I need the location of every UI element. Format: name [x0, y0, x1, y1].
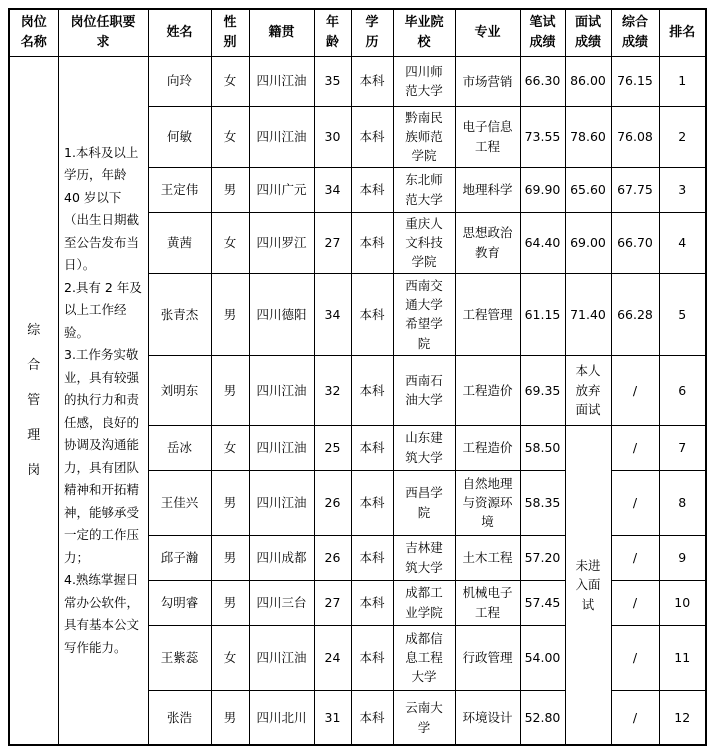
school-cell: 成都工业学院 [393, 580, 455, 625]
gender-cell: 男 [211, 355, 249, 425]
education-cell: 本科 [351, 425, 393, 470]
header-written-score: 笔试成绩 [520, 9, 565, 56]
written-score-cell: 57.45 [520, 580, 565, 625]
rank-cell: 12 [659, 690, 706, 745]
education-cell: 本科 [351, 580, 393, 625]
major-cell: 自然地理与资源环境 [455, 470, 520, 535]
name-cell: 王定伟 [148, 167, 211, 212]
rank-cell: 4 [659, 212, 706, 273]
requirements-cell [58, 56, 148, 745]
native-place-cell: 四川江油 [249, 470, 314, 535]
header-age: 年龄 [314, 9, 351, 56]
native-place-cell: 四川成都 [249, 535, 314, 580]
gender-cell: 男 [211, 167, 249, 212]
school-cell: 四川师范大学 [393, 56, 455, 106]
interview-score-cell: 78.60 [565, 106, 611, 167]
rank-cell: 6 [659, 355, 706, 425]
name-cell: 张浩 [148, 690, 211, 745]
header-name: 姓名 [148, 9, 211, 56]
rank-cell: 3 [659, 167, 706, 212]
header-native-place: 籍贯 [249, 9, 314, 56]
name-cell: 黄茜 [148, 212, 211, 273]
overall-score-cell: / [611, 535, 659, 580]
overall-score-cell: 76.15 [611, 56, 659, 106]
education-cell: 本科 [351, 167, 393, 212]
gender-cell: 女 [211, 106, 249, 167]
age-cell: 35 [314, 56, 351, 106]
written-score-cell: 69.35 [520, 355, 565, 425]
written-score-cell: 58.50 [520, 425, 565, 470]
native-place-cell: 四川江油 [249, 425, 314, 470]
native-place-cell: 四川德阳 [249, 273, 314, 355]
major-cell: 机械电子工程 [455, 580, 520, 625]
school-cell: 西昌学院 [393, 470, 455, 535]
age-cell: 26 [314, 470, 351, 535]
education-cell: 本科 [351, 535, 393, 580]
name-cell: 王佳兴 [148, 470, 211, 535]
major-cell: 电子信息工程 [455, 106, 520, 167]
gender-cell: 女 [211, 425, 249, 470]
major-cell: 地理科学 [455, 167, 520, 212]
native-place-cell: 四川江油 [249, 355, 314, 425]
gender-cell: 男 [211, 580, 249, 625]
header-interview-score: 面试成绩 [565, 9, 611, 56]
header-major: 专业 [455, 9, 520, 56]
major-cell: 工程管理 [455, 273, 520, 355]
overall-score-cell: / [611, 690, 659, 745]
header-row [9, 9, 706, 56]
interview-score-cell: 71.40 [565, 273, 611, 355]
written-score-cell: 58.35 [520, 470, 565, 535]
education-cell: 本科 [351, 690, 393, 745]
gender-cell: 男 [211, 690, 249, 745]
native-place-cell: 四川江油 [249, 625, 314, 690]
school-cell: 重庆人文科技学院 [393, 212, 455, 273]
age-cell: 27 [314, 212, 351, 273]
gender-cell: 女 [211, 625, 249, 690]
gender-cell: 男 [211, 273, 249, 355]
header-overall-score: 综合成绩 [611, 9, 659, 56]
interview-score-cell: 65.60 [565, 167, 611, 212]
header-rank: 排名 [659, 9, 706, 56]
education-cell: 本科 [351, 106, 393, 167]
education-cell: 本科 [351, 470, 393, 535]
rank-cell: 7 [659, 425, 706, 470]
interview-merged-note-cell: 未进入面试 [565, 425, 611, 745]
written-score-cell: 64.40 [520, 212, 565, 273]
education-cell: 本科 [351, 56, 393, 106]
rank-cell: 1 [659, 56, 706, 106]
overall-score-cell: 76.08 [611, 106, 659, 167]
school-cell: 山东建筑大学 [393, 425, 455, 470]
header-gender: 性别 [211, 9, 249, 56]
major-cell: 土木工程 [455, 535, 520, 580]
header-school: 毕业院校 [393, 9, 455, 56]
age-cell: 26 [314, 535, 351, 580]
written-score-cell: 61.15 [520, 273, 565, 355]
rank-cell: 10 [659, 580, 706, 625]
school-cell: 西南石油大学 [393, 355, 455, 425]
name-cell: 何敏 [148, 106, 211, 167]
education-cell: 本科 [351, 212, 393, 273]
overall-score-cell: / [611, 425, 659, 470]
overall-score-cell: / [611, 580, 659, 625]
native-place-cell: 四川江油 [249, 106, 314, 167]
school-cell: 吉林建筑大学 [393, 535, 455, 580]
native-place-cell: 四川三台 [249, 580, 314, 625]
written-score-cell: 73.55 [520, 106, 565, 167]
header-position: 岗位名称 [9, 9, 58, 56]
header-education: 学历 [351, 9, 393, 56]
gender-cell: 男 [211, 470, 249, 535]
name-cell: 向玲 [148, 56, 211, 106]
table-row [9, 56, 706, 106]
name-cell: 张青杰 [148, 273, 211, 355]
written-score-cell: 66.30 [520, 56, 565, 106]
major-cell: 工程造价 [455, 425, 520, 470]
age-cell: 34 [314, 273, 351, 355]
rank-cell: 9 [659, 535, 706, 580]
age-cell: 31 [314, 690, 351, 745]
native-place-cell: 四川广元 [249, 167, 314, 212]
education-cell: 本科 [351, 355, 393, 425]
name-cell: 刘明东 [148, 355, 211, 425]
recruitment-results-table [8, 8, 707, 746]
age-cell: 30 [314, 106, 351, 167]
school-cell: 东北师范大学 [393, 167, 455, 212]
name-cell: 邱子瀚 [148, 535, 211, 580]
education-cell: 本科 [351, 273, 393, 355]
position-name-cell: 综合管理岗 [9, 56, 58, 745]
age-cell: 32 [314, 355, 351, 425]
overall-score-cell: 66.28 [611, 273, 659, 355]
school-cell: 云南大学 [393, 690, 455, 745]
overall-score-cell: / [611, 470, 659, 535]
written-score-cell: 69.90 [520, 167, 565, 212]
overall-score-cell: 66.70 [611, 212, 659, 273]
age-cell: 24 [314, 625, 351, 690]
age-cell: 25 [314, 425, 351, 470]
name-cell: 王紫蕊 [148, 625, 211, 690]
written-score-cell: 54.00 [520, 625, 565, 690]
name-cell: 岳冰 [148, 425, 211, 470]
interview-note-cell: 本人放弃面试 [565, 355, 611, 425]
gender-cell: 女 [211, 212, 249, 273]
education-cell: 本科 [351, 625, 393, 690]
school-cell: 西南交通大学希望学院 [393, 273, 455, 355]
major-cell: 环境设计 [455, 690, 520, 745]
age-cell: 34 [314, 167, 351, 212]
school-cell: 黔南民族师范学院 [393, 106, 455, 167]
written-score-cell: 52.80 [520, 690, 565, 745]
name-cell: 勾明睿 [148, 580, 211, 625]
age-cell: 27 [314, 580, 351, 625]
overall-score-cell: 67.75 [611, 167, 659, 212]
native-place-cell: 四川罗江 [249, 212, 314, 273]
rank-cell: 5 [659, 273, 706, 355]
written-score-cell: 57.20 [520, 535, 565, 580]
overall-score-cell: / [611, 625, 659, 690]
major-cell: 市场营销 [455, 56, 520, 106]
major-cell: 思想政治教育 [455, 212, 520, 273]
interview-score-cell: 69.00 [565, 212, 611, 273]
rank-cell: 11 [659, 625, 706, 690]
overall-score-cell: / [611, 355, 659, 425]
header-requirements: 岗位任职要求 [58, 9, 148, 56]
native-place-cell: 四川北川 [249, 690, 314, 745]
major-cell: 行政管理 [455, 625, 520, 690]
gender-cell: 男 [211, 535, 249, 580]
requirements-text: 1.本科及以上学历，年龄 40 岁以下（出生日期截至公告发布当日）。 2.具有 2 年及以上工作经验。 3.工作务实敬业，具有较强的执行力和责任感，良好的协调及沟通能力，具有团队精神和开拓精神，能够承受一定的工作压力； 4.熟练掌握日常办公软件，具有基本公文写作能力。 [64, 144, 142, 655]
rank-cell: 2 [659, 106, 706, 167]
native-place-cell: 四川江油 [249, 56, 314, 106]
major-cell: 工程造价 [455, 355, 520, 425]
gender-cell: 女 [211, 56, 249, 106]
interview-score-cell: 86.00 [565, 56, 611, 106]
rank-cell: 8 [659, 470, 706, 535]
school-cell: 成都信息工程大学 [393, 625, 455, 690]
